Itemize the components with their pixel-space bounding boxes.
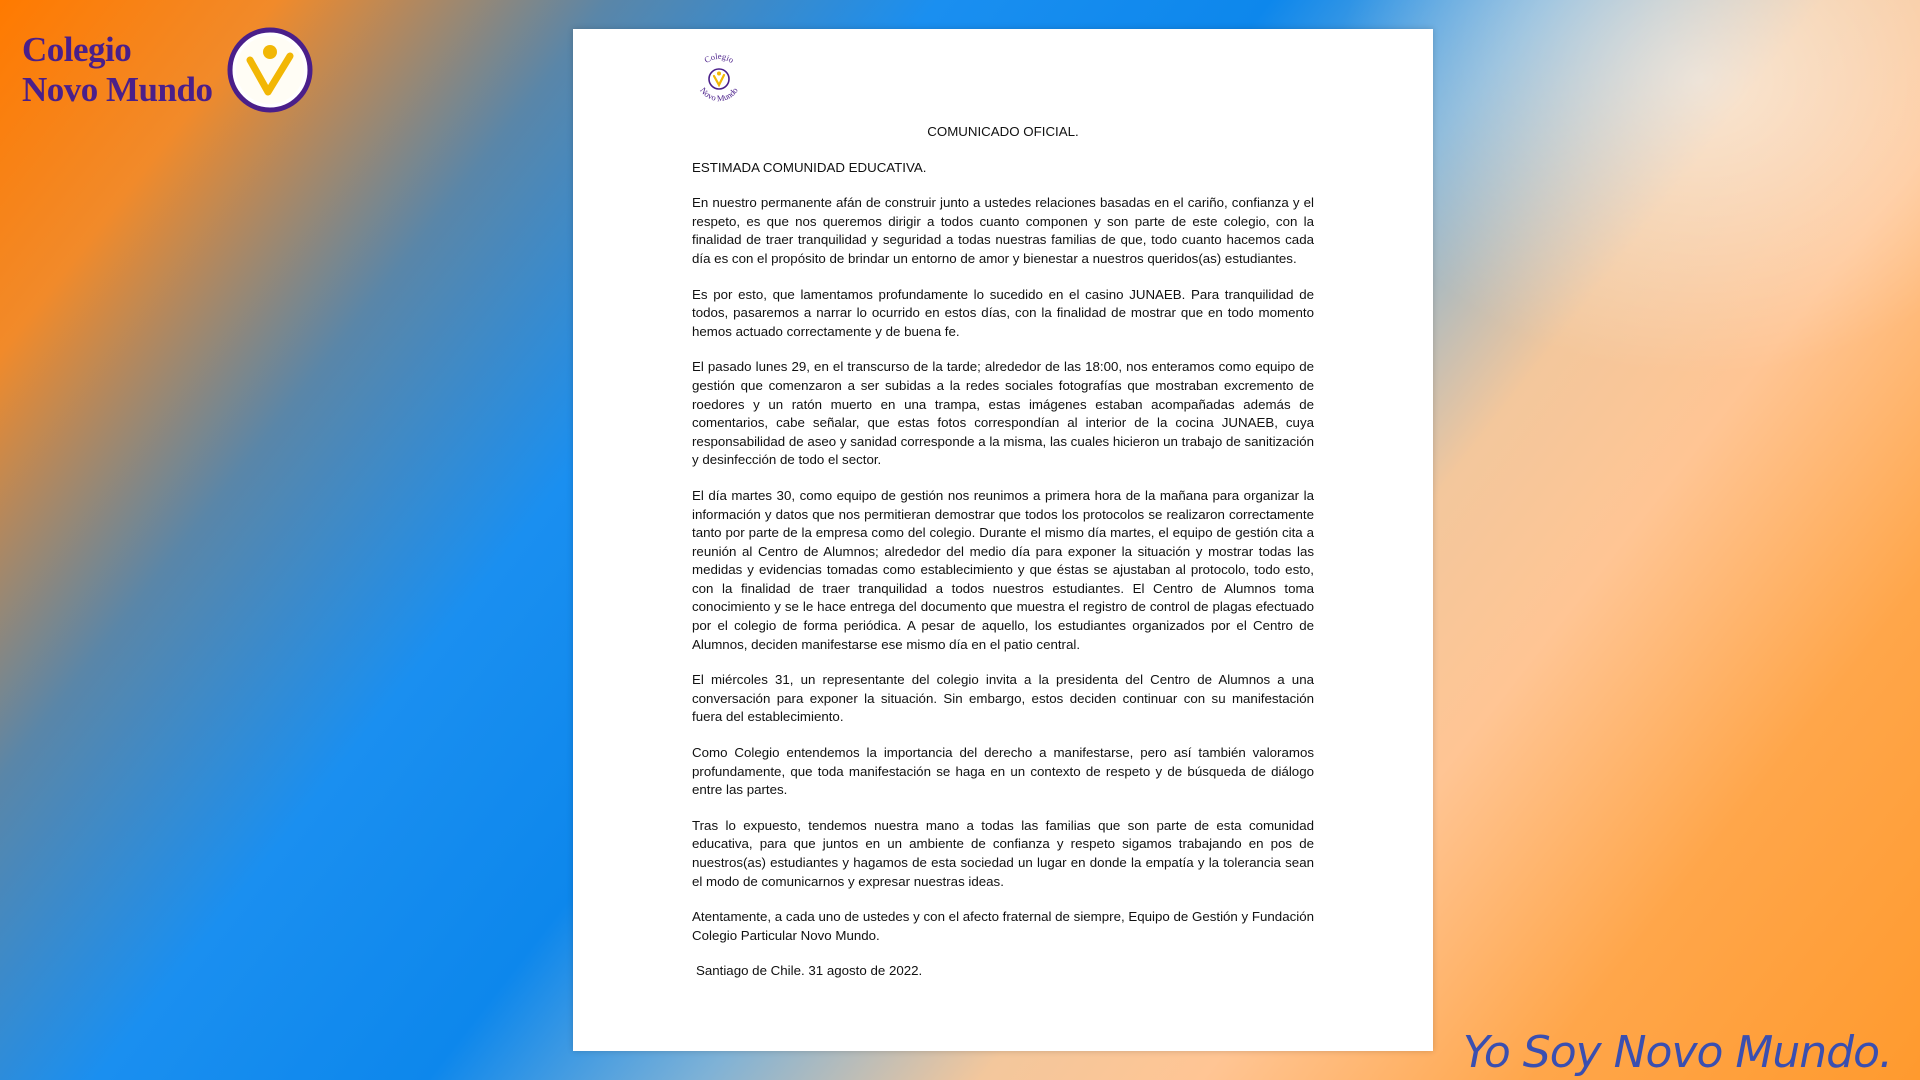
paragraph: El miércoles 31, un representante del colegio invita a la presidenta del Centro de Alumnos a una conversación para exponer la situación. Sin embargo, estos deciden continuar con su manifestación fuera del establecimiento. [692,672,1314,725]
brand-name [22,30,212,110]
paragraph: El día martes 30, como equipo de gestión nos reunimos a primera hora de la mañana para organizar la información y datos que nos permitieran demostrar que todos los protocolos se realizaron correctamente tanto por parte de la empresa como del colegio. Durante el mismo día martes, el equipo de gestión cita a reunión al Centro de Alumnos; alrededor del medio día para exponer la situación y mostrar todas las medidas y evidencias tomadas como establecimiento y que éstas se ajustaban al protocolo, todo esto, con la finalidad de traer tranquilidad a todos nuestros estudiantes. El Centro de Alumnos toma conocimiento y se le hace entrega del documento que muestra el registro de control de plagas efectuado por el colegio de forma periódica. A pesar de aquello, los estudiantes organizados por el Centro de Alumnos, deciden manifestarse ese mismo día en el patio central. [692,487,1314,652]
document-title: COMUNICADO OFICIAL. [927,124,1079,139]
document-body [692,123,1314,981]
paragraph: Tras lo expuesto, tendemos nuestra mano a todas las familias que son parte de esta comunidad educativa, para que juntos en un ambiente de confianza y respeto sigamos trabajando en pos de nuestros(as) estudiantes y hagamos de esta sociedad un lugar en donde la empatía y la tolerancia sean el modo de comunicarnos y expresar nuestras ideas. [692,817,1314,889]
brand-line-1: Colegio [22,30,132,69]
v-emblem-icon [226,26,314,114]
svg-text:Colegio [702,51,736,65]
paragraph: En nuestro permanente afán de construir junto a ustedes relaciones basadas en el cariño, confianza y el respeto, es que nos queremos dirigir a todos cuanto componen y son parte de este colegio, con la finalidad de traer tranquilidad y seguridad a todas nuestras familias de que, todo cuanto hacemos cada día es con el propósito de brindar un entorno de amor y bienestar a nuestros queridos(as) estudiantes. [692,195,1314,266]
document-logo-icon [691,51,747,107]
document-signdate: Santiago de Chile. 31 agosto de 2022. [696,963,923,979]
document-greeting: ESTIMADA COMUNIDAD EDUCATIVA. [692,159,927,175]
slogan-text: Yo Soy Novo Mundo. [1462,1027,1892,1078]
paragraph: Es por esto, que lamentamos profundamente lo sucedido en el casino JUNAEB. Para tranquilidad de todos, pasaremos a narrar lo ocurrido en estos días, con la finalidad de mostrar que en todo momento hemos actuado correctamente y de buena fe. [692,286,1314,339]
logo-arc-top: Colegio [702,51,736,65]
paragraph: Atentamente, a cada uno de ustedes y con el afecto fraternal de siempre, Equipo de Gestión y Fundación Colegio Particular Novo Mundo. [692,909,1314,943]
paragraph: El pasado lunes 29, en el transcurso de la tarde; alrededor de las 18:00, nos enteramos como equipo de gestión que comenzaron a ser subidas a la redes sociales fotografías que mostraban excremento de roedores y un ratón muerto en una trampa, estas imágenes estaban acompañadas además de comentarios, cabe señalar, que estas fotos correspondían al interior de la cocina JUNAEB, cuya responsabilidad de aseo y sanidad corresponde a la misma, las cuales hicieron un trabajo de sanitización y desinfección de todo el sector. [692,359,1314,468]
paragraph: Como Colegio entendemos la importancia del derecho a manifestarse, pero así también valoramos profundamente, que toda manifestación se haga en un contexto de respeto y de búsqueda de diálogo entre las partes. [692,745,1314,798]
document-page [573,29,1433,1051]
brand-line-2: Novo Mundo [22,70,213,109]
brand-header [22,26,314,114]
logo-arc-bottom: Novo Mundo [698,85,740,104]
